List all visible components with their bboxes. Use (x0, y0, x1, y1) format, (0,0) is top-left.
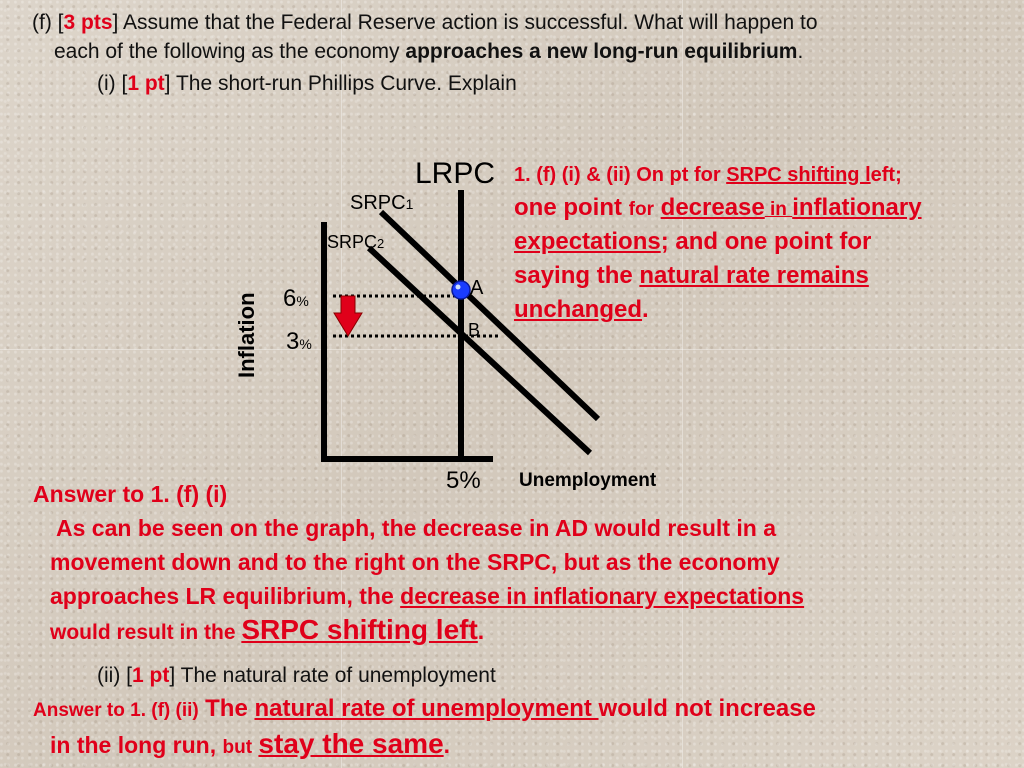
lrpc-label: LRPC (415, 157, 496, 190)
tick-5-percent: 5% (446, 467, 481, 494)
rubric-line3: expectations; and one point for (514, 228, 872, 255)
answer-i-line4: would result in the SRPC shifting left. (50, 614, 485, 645)
answer-ii-line2: in the long run, but stay the same. (50, 728, 451, 759)
srpc2-label: SRPC2 (327, 232, 385, 252)
answer-i-heading: Answer to 1. (f) (i) (33, 481, 228, 507)
x-axis-label: Unemployment (519, 470, 657, 491)
down-arrow-icon (334, 296, 362, 336)
srpc1-label: SRPC1 (350, 192, 414, 214)
answer-i-line3: approaches LR equilibrium, the decrease in inflationary expectations (50, 583, 805, 609)
point-a-marker (452, 281, 470, 299)
answer-i-line2: movement down and to the right on the SRPC, but as the economy (50, 549, 780, 575)
answer-ii-line1: Answer to 1. (f) (ii) The natural rate of unemployment would not increase (33, 695, 816, 722)
tick-6-percent: 6% (283, 285, 309, 312)
question-f-line1: (f) [3 pts] Assume that the Federal Reserve action is successful. What will happen to (32, 11, 818, 34)
point-a-label: A (470, 277, 484, 299)
tick-3-percent: 3% (286, 328, 312, 355)
point-a-highlight (456, 285, 461, 290)
question-i: (i) [1 pt] The short-run Phillips Curve. Explain (97, 72, 517, 95)
question-f-line2: each of the following as the economy approaches a new long-run equilibrium. (54, 40, 804, 63)
rubric-line4: saying the natural rate remains (514, 262, 869, 289)
question-ii: (ii) [1 pt] The natural rate of unemployment (97, 664, 496, 687)
rubric-line1: 1. (f) (i) & (ii) On pt for SRPC shifting left; (514, 164, 902, 186)
y-axis-label: Inflation (234, 292, 259, 378)
answer-i-line1: As can be seen on the graph, the decrease in AD would result in a (56, 515, 776, 541)
rubric-line2: one point for decrease in inflationary (514, 194, 922, 221)
point-b-label: B (468, 320, 481, 340)
rubric-line5: unchanged. (514, 296, 649, 323)
